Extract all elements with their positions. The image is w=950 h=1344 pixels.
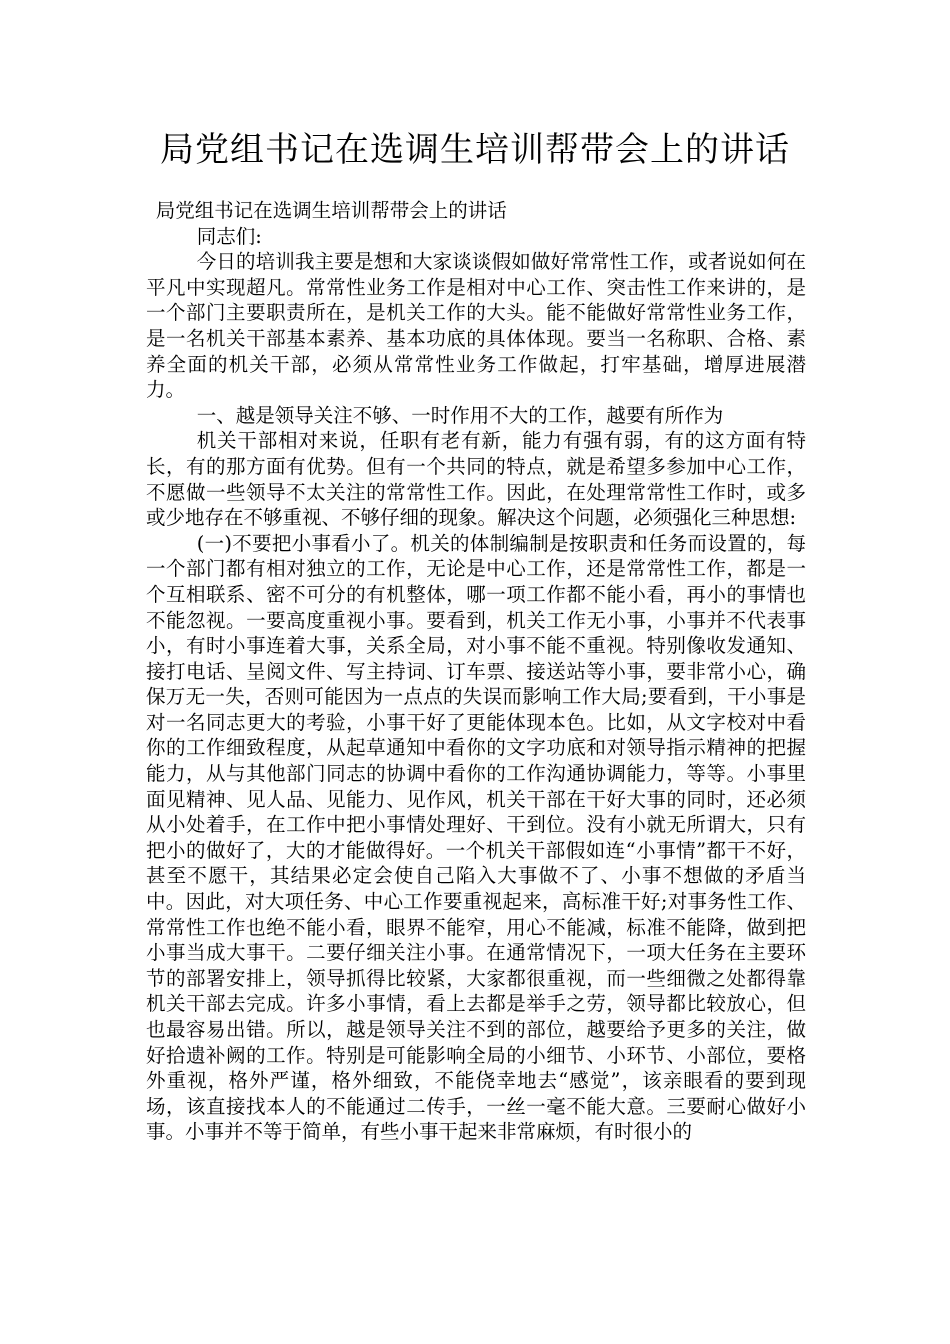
paragraph: 今日的培训我主要是想和大家谈谈假如做好常常性工作，或者说如何在平凡中实现超凡。常常性业务工作是相对中心工作、突击性工作来讲的，是一个部门主要职责所在，是机关工作的大头。能不能做好常常性业务工作，是一名机关干部基本素养、基本功底的具体体现。要当一名称职、合格、素养全面的机关干部，必须从常常性业务工作做起，打牢基础，增厚进展潜力。	[146, 250, 806, 402]
document-title: 局党组书记在选调生培训帮带会上的讲话	[160, 130, 790, 170]
salutation: 同志们:	[196, 224, 262, 248]
section-heading: 一、越是领导关注不够、一时作用不大的工作，越要有所作为	[196, 403, 724, 427]
document-subtitle: 局党组书记在选调生培训帮带会上的讲话	[155, 199, 507, 222]
document-body	[146, 198, 806, 1145]
paragraph: 机关干部相对来说，任职有老有新，能力有强有弱，有的这方面有特长，有的那方面有优势。但有一个共同的特点，就是希望多参加中心工作，不愿做一些领导不太关注的常常性工作。因此，在处理常常性工作时，或多或少地存在不够重视、不够仔细的现象。解决这个问题，必须强化三种思想:	[146, 429, 806, 530]
paragraph: (一)不要把小事看小了。机关的体制编制是按职责和任务而设置的，每一个部门都有相对独立的工作，无论是中心工作，还是常常性工作，都是一个互相联系、密不可分的有机整体，哪一项工作都不能小看，再小的事情也不能忽视。一要高度重视小事。要看到，机关工作无小事，小事并不代表事小，有时小事连着大事，关系全局，对小事不能不重视。特别像收发通知、接打电话、呈阅文件、写主持词、订车票、接送站等小事，要非常小心，确保万无一失，否则可能因为一点点的失误而影响工作大局;要看到，干小事是对一名同志更大的考验，小事干好了更能体现本色。比如，从文字校对中看你的工作细致程度，从起草通知中看你的文字功底和对领导指示精神的把握能力，从与其他部门同志的协调中看你的工作沟通协调能力，等等。小事里面见精神、见人品、见能力、见作风，机关干部在干好大事的同时，还必须从小处着手，在工作中把小事情处理好、干到位。没有小就无所谓大，只有把小的做好了，大的才能做得好。一个机关干部假如连“小事情”都干不好，甚至不愿干，其结果必定会使自己陷入大事做不了、小事不想做的矛盾当中。因此，对大项任务、中心工作要重视起来，高标准干好;对事务性工作、常常性工作也绝不能小看，眼界不能窄，用心不能减，标准不能降，做到把小事当成大事干。二要仔细关注小事。在通常情况下，一项大任务在主要环节的部署安排上，领导抓得比较紧，大家都很重视，而一些细微之处都得靠机关干部去完成。许多小事情，看上去都是举手之劳，领导都比较放心，但也最容易出错。所以，越是领导关注不到的部位，越要给予更多的关注，做好拾遗补阙的工作。特别是可能影响全局的小细节、小环节、小部位，要格外重视，格外严谨，格外细致，不能侥幸地去“感觉”，该亲眼看的要到现场，该直接找本人的不能通过二传手，一丝一毫不能大意。三要耐心做好小事。小事并不等于简单，有些小事干起来非常麻烦，有时很小的	[146, 531, 806, 1144]
